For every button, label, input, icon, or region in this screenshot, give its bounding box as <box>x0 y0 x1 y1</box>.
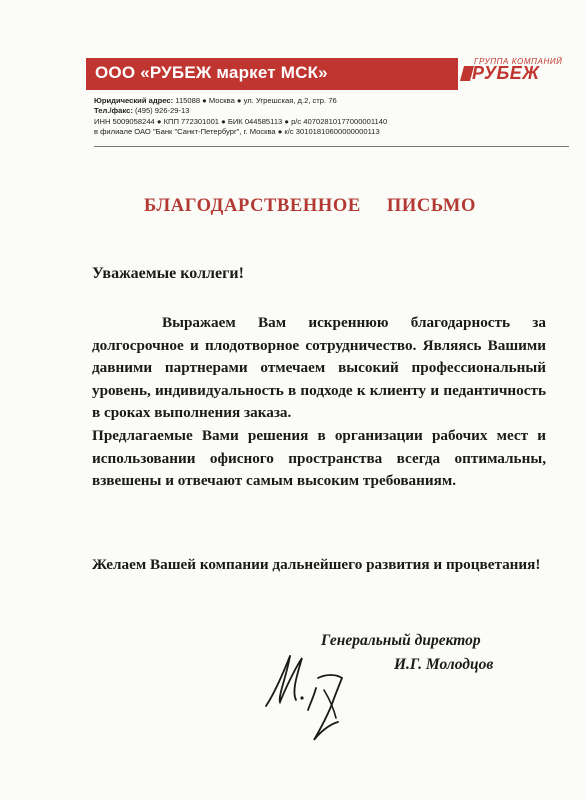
phone-value: (495) 926-29-13 <box>132 106 190 116</box>
signer-name: И.Г. Молодцов <box>394 656 494 673</box>
company-name: ООО «РУБЕЖ маркет МСК» <box>95 63 328 82</box>
header-divider <box>94 146 569 147</box>
bank-details-line: ИНН 5009058244 ● КПП 772301001 ● БИК 044585113 ● р/с 40702810177000001140 <box>94 116 388 126</box>
phone-line <box>94 106 454 116</box>
paragraph-solutions: Предлагаемые Вами решения в организации рабочих мест и использовании офисного пространства всегда оптимальны, взвешены и отвечают самым высоким требованиям. <box>92 426 546 490</box>
address-value: 115088 ● Москва ● ул. Угрешская, д.2, стр. 76 <box>173 96 337 105</box>
letterhead-banner <box>86 58 458 90</box>
signer-position: Генеральный директор <box>321 632 481 649</box>
salutation: Уважаемые коллеги! <box>92 265 244 282</box>
letter-body <box>92 312 546 493</box>
handwritten-signature <box>260 648 370 758</box>
company-logo <box>462 57 570 91</box>
bank-branch-line: в филиале ОАО "Банк "Санкт-Петербург", г. Москва ● к/с 30101810600000000113 <box>94 126 380 136</box>
phone-label: Тел./факс: <box>94 106 133 116</box>
company-requisites <box>94 96 454 137</box>
closing-wish: Желаем Вашей компании дальнейшего развития и процветания! <box>92 556 541 573</box>
logo-brand-text: РУБЕЖ <box>472 63 540 83</box>
logo-group-text: ГРУППА КОМПАНИЙ <box>474 57 563 66</box>
paragraph-gratitude: Выражаем Вам искреннюю благодарность за долгосрочное и плодотворное сотрудничество. Являясь Вашими давними партнерами отмечаем высокий профессиональный уровень, индивидуальность в подходе к клиенту и педантичность в сроках выполнения заказа. <box>92 314 546 422</box>
legal-address-line <box>94 96 454 106</box>
address-label: Юридический адрес: <box>94 96 174 105</box>
letter-title: БЛАГОДАРСТВЕННОЕ ПИСЬМО <box>143 196 476 216</box>
